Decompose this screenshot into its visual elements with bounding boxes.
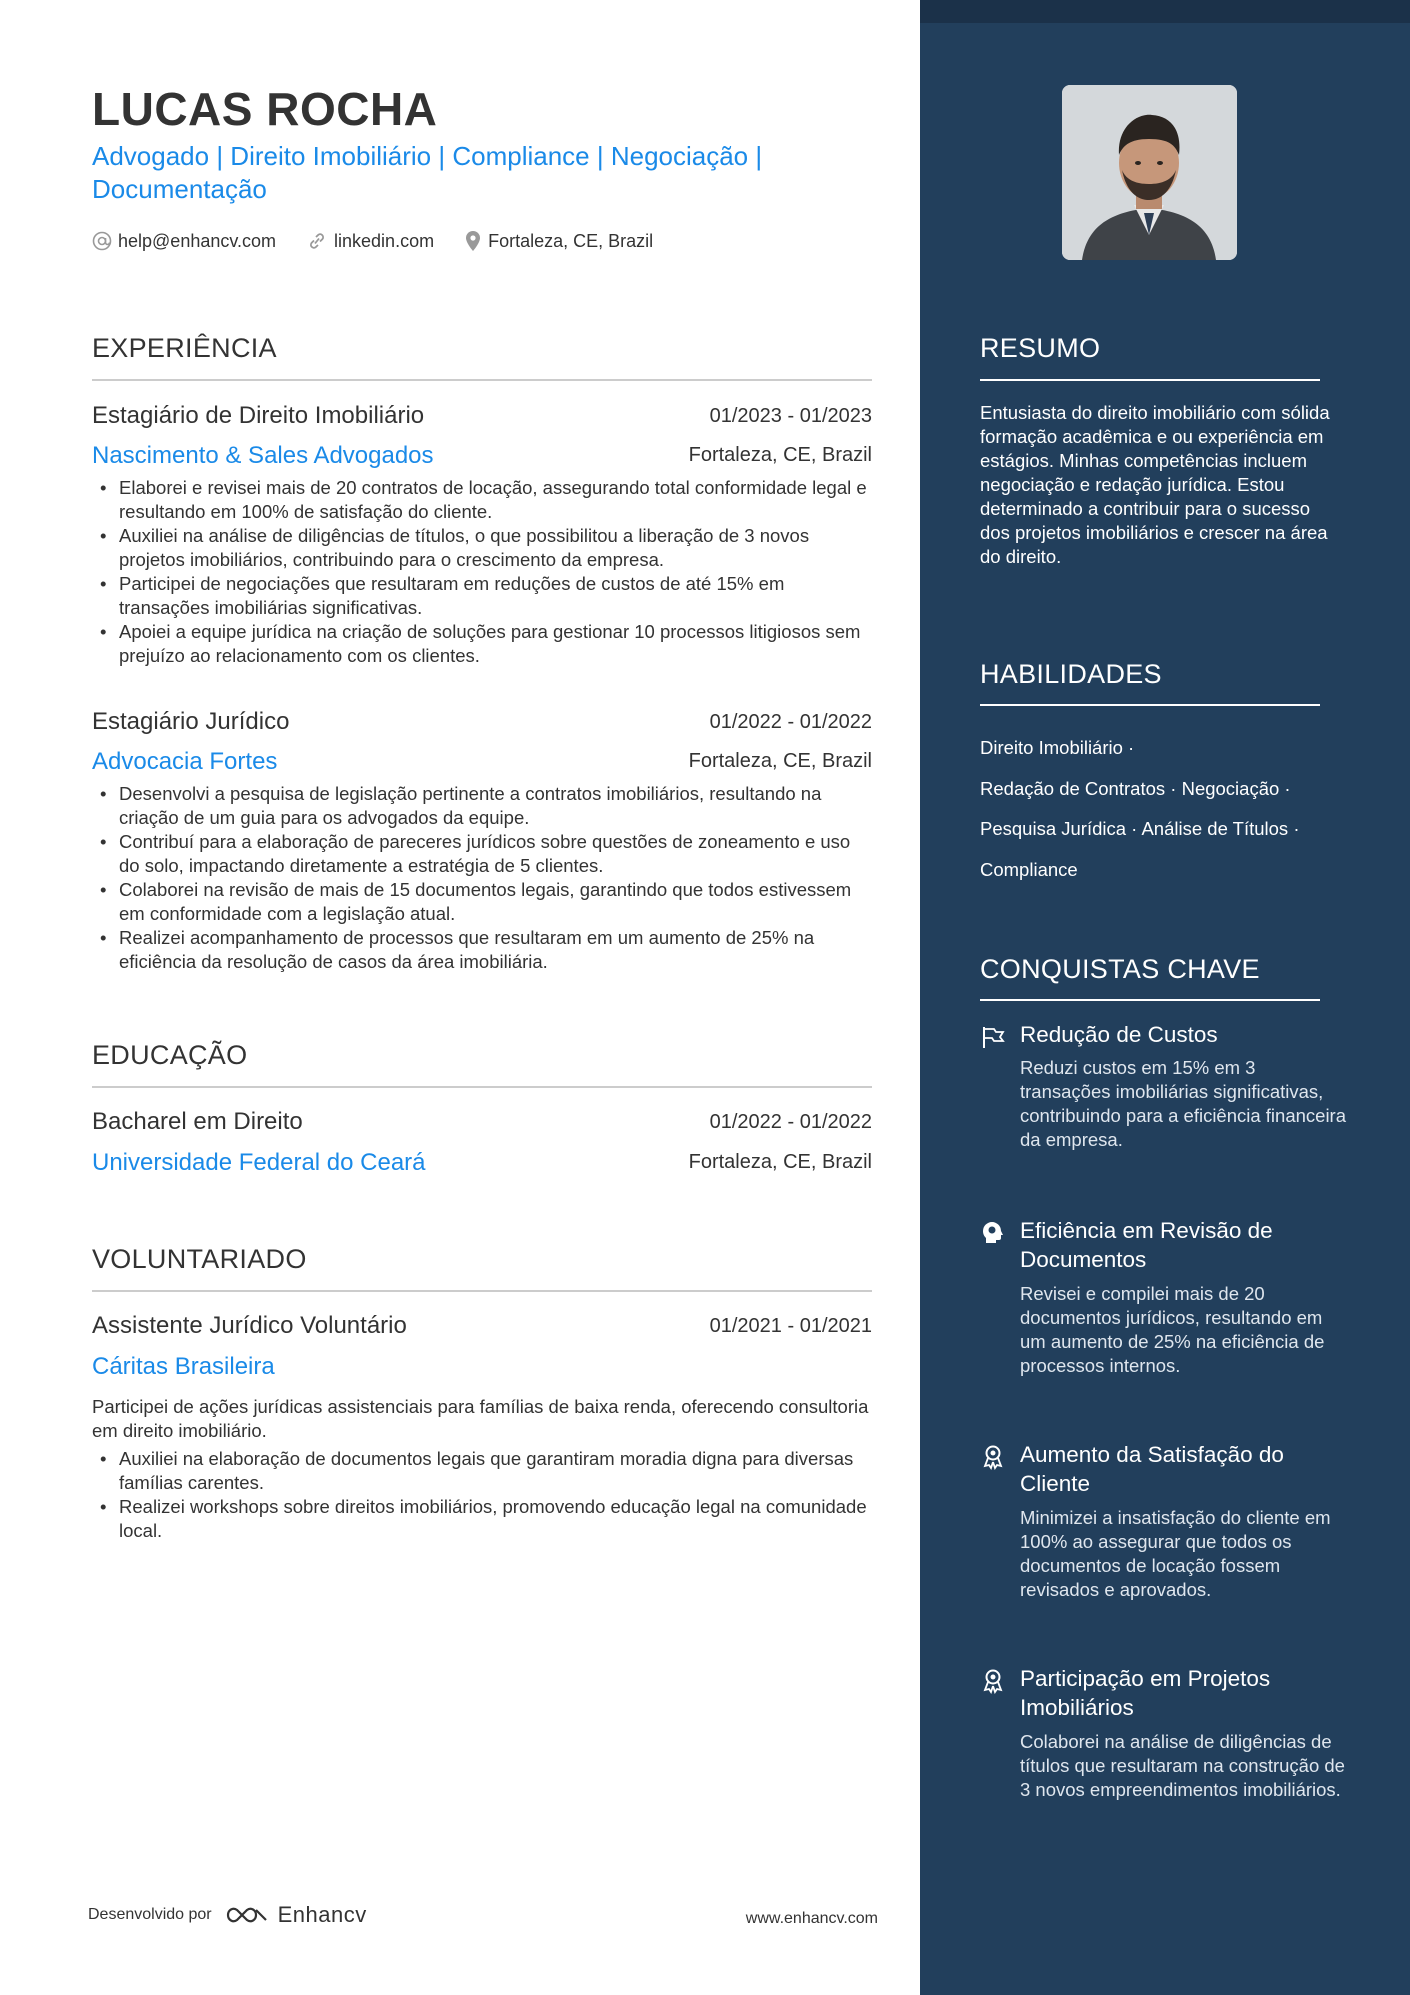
volunteer-role: Assistente Jurídico Voluntário [92, 1312, 407, 1339]
powered-by-text: Desenvolvido por [88, 1906, 212, 1923]
experience-bullets [92, 476, 874, 668]
candidate-title: Advogado | Direito Imobiliário | Compliance | Negociação | Documentação [92, 141, 763, 204]
skill-separator: · [1170, 777, 1177, 799]
achievement-desc: Minimizei a insatisfação do cliente em 100% ao assegurar que todos os documentos de locação fossem revisados e aprovados. [1020, 1507, 1331, 1600]
experience-dates: 01/2023 - 01/2023 [709, 405, 872, 427]
head-lightbulb-icon [980, 1220, 1006, 1246]
avatar-portrait-icon [1062, 85, 1237, 260]
section-divider [92, 1290, 872, 1292]
volunteer-bullets [92, 1447, 874, 1543]
experience-company: Nascimento & Sales Advogados [92, 442, 434, 469]
skill-item: Redação de Contratos [980, 777, 1166, 799]
location-pin-icon [464, 230, 482, 252]
experience-role: Estagiário Jurídico [92, 708, 290, 735]
experience-location: Fortaleza, CE, Brazil [688, 750, 872, 772]
enhancv-logo-icon [224, 1903, 270, 1927]
experience-role: Estagiário de Direito Imobiliário [92, 402, 425, 429]
sidebar [920, 0, 1410, 1995]
section-divider [92, 379, 872, 381]
experience-bullets [92, 782, 874, 974]
education-degree: Bacharel em Direito [92, 1108, 303, 1135]
achievement-title: Participação em Projetos Imobiliários [1020, 1666, 1271, 1720]
link-icon [306, 231, 328, 251]
linkedin-text: linkedin.com [334, 230, 435, 251]
contact-email[interactable] [92, 231, 276, 252]
section-divider [980, 999, 1320, 1001]
achievement-title: Eficiência em Revisão de Documentos [1020, 1218, 1273, 1272]
section-divider [980, 379, 1320, 381]
section-title-skills: HABILIDADES [980, 659, 1162, 689]
volunteer-org: Cáritas Brasileira [92, 1353, 275, 1380]
bullet-item: • Auxiliei na análise de diligências de títulos, o que possibilitou a liberação de 3 novos projetos imobiliários, contribuindo para o crescimento da empresa. [92, 524, 874, 572]
skill-item: Compliance [980, 858, 1078, 880]
award-icon [980, 1444, 1006, 1470]
bullet-item: • Contribuí para a elaboração de pareceres jurídicos sobre questões de zoneamento e uso do solo, impactando diretamente a estratégia de 5 clientes. [92, 830, 874, 878]
bullet-item: • Realizei workshops sobre direitos imobiliários, promovendo educação legal na comunidade local. [92, 1495, 874, 1543]
footer-website[interactable]: www.enhancv.com [745, 1910, 878, 1927]
section-divider [980, 704, 1320, 706]
candidate-name: LUCAS ROCHA [92, 83, 438, 135]
skill-item: Pesquisa Jurídica [980, 818, 1127, 839]
education-dates: 01/2022 - 01/2022 [709, 1111, 872, 1133]
section-title-achievements: CONQUISTAS CHAVE [980, 954, 1260, 984]
achievement-desc: Reduzi custos em 15% em 3 transações imobiliárias significativas, contribuindo para a eficiência financeira da empresa. [1020, 1057, 1347, 1150]
bullet-item: • Apoiei a equipe jurídica na criação de soluções para gestionar 10 processos litigiosos sem prejuízo ao relacionamento com os clientes. [92, 620, 874, 668]
skill-separator: · [1293, 818, 1300, 839]
profile-photo [1062, 85, 1237, 260]
skill-separator: · [1284, 777, 1291, 799]
at-icon [92, 231, 112, 251]
volunteer-dates: 01/2021 - 01/2021 [709, 1315, 872, 1337]
skill-separator: · [1128, 737, 1135, 758]
skill-item: Negociação [1181, 777, 1280, 799]
skill-separator: · [1131, 818, 1138, 839]
education-location: Fortaleza, CE, Brazil [688, 1151, 872, 1173]
achievement-desc: Revisei e compilei mais de 20 documentos jurídicos, resultando em um aumento de 25% na eficiência de processos internos. [1020, 1283, 1325, 1376]
bullet-item: • Colaborei na revisão de mais de 15 documentos legais, garantindo que todos estivessem em conformidade com a legislação atual. [92, 878, 874, 926]
education-school: Universidade Federal do Ceará [92, 1149, 426, 1176]
sidebar-top-bar [920, 0, 1410, 23]
award-icon [980, 1668, 1006, 1694]
skill-item: Análise de Títulos [1141, 818, 1289, 839]
bullet-item: • Participei de negociações que resultaram em reduções de custos de até 15% em transações imobiliárias significativas. [92, 572, 874, 620]
section-title-volunteer: VOLUNTARIADO [92, 1244, 307, 1274]
experience-location: Fortaleza, CE, Brazil [688, 444, 872, 466]
bullet-item: • Desenvolvi a pesquisa de legislação pertinente a contratos imobiliários, resultando na criação de um guia para os advogados da equipe. [92, 782, 874, 830]
summary-text: Entusiasta do direito imobiliário com sólida formação acadêmica e ou experiência em estágios. Minhas competências incluem negociação e redação jurídica. Estou determinado a contribuir para o sucesso dos projetos imobiliários e crescer na área do direito. [980, 402, 1330, 567]
achievement-desc: Colaborei na análise de diligências de títulos que resultaram na construção de 3 novos empreendimentos imobiliários. [1020, 1731, 1345, 1800]
contact-bar [92, 230, 683, 252]
experience-dates: 01/2022 - 01/2022 [709, 711, 872, 733]
brand-name: Enhancv [277, 1902, 367, 1927]
bullet-item: • Elaborei e revisei mais de 20 contratos de locação, assegurando total conformidade legal e resultando em 100% de satisfação do cliente. [92, 476, 874, 524]
section-divider [92, 1086, 872, 1088]
email-text: help@enhancv.com [118, 230, 277, 251]
volunteer-description: Participei de ações jurídicas assistenciais para famílias de baixa renda, oferecendo consultoria em direito imobiliário. [92, 1396, 869, 1441]
location-text: Fortaleza, CE, Brazil [488, 230, 654, 251]
section-title-experience: EXPERIÊNCIA [92, 333, 277, 363]
contact-location [464, 230, 653, 252]
flag-icon [980, 1024, 1006, 1050]
section-title-education: EDUCAÇÃO [92, 1040, 248, 1070]
bullet-item: • Realizei acompanhamento de processos que resultaram em um aumento de 25% na eficiência da resolução de casos da área imobiliária. [92, 926, 874, 974]
contact-linkedin[interactable] [306, 231, 434, 252]
bullet-item: • Auxiliei na elaboração de documentos legais que garantiram moradia digna para diversas famílias carentes. [92, 1447, 874, 1495]
achievement-title: Redução de Custos [1020, 1022, 1218, 1047]
skills-list [980, 728, 1340, 890]
achievement-title: Aumento da Satisfação do Cliente [1020, 1442, 1284, 1496]
experience-company: Advocacia Fortes [92, 748, 278, 775]
skill-item: Direito Imobiliário [980, 737, 1123, 758]
section-title-summary: RESUMO [980, 333, 1101, 363]
footer-branding [88, 1902, 367, 1928]
